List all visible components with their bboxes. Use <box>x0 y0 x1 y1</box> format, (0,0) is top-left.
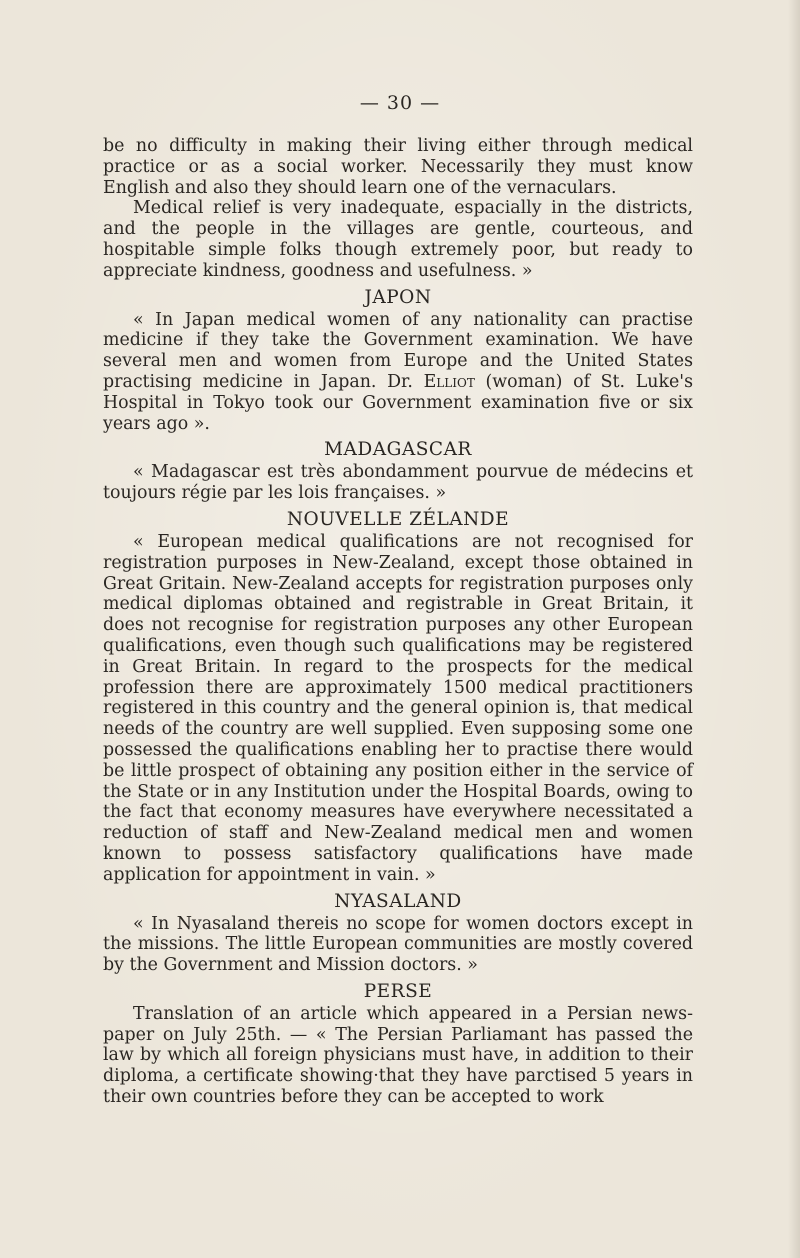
section-heading-japon: JAPON <box>364 286 432 308</box>
madagascar-paragraph: « Madagascar est très abondamment pourvue de médecins et toujours régie par les lois françaises. » <box>103 462 693 504</box>
section-heading-madagascar: MADAGASCAR <box>324 439 472 461</box>
japon-paragraph <box>103 310 693 435</box>
nyasaland-paragraph: « In Nyasaland thereis no scope for women doctors except in the missions. The little European communities are mostly covered by the Government and Mission doctors. » <box>103 913 693 976</box>
page-number: — 30 — <box>359 92 441 114</box>
perse-paragraph: Translation of an article which appeared in a Persian newspaper on July 25th. — « The Persian Parliamant has passed the law by which all foreign physicians must have, in addition to their diploma, a certificate showing·that they have parctised 5 years in their own countries before they can be accepted to work <box>103 1003 693 1108</box>
nouvelle-zelande-paragraph: « European medical qualifications are not recognised for registration purposes in New-Zealand, except those obtained in Great Gritain. New-Zealand accepts for registration purposes only medical diplomas obtained and registrable in Great Britain, it does not recognise for registration purposes any other European qualifications, even though such qualifications may be registered in Great Britain. In regard to the prospects for the medical profession there are approximately 1500 medical practitioners registered in this country and the general opinion is, that medical needs of the country are well supplied. Even supposing some one possessed the qualifications enabling her to practise there would be little prospect of obtaining any position either in the service of the State or in any Institution under the Hospital Boards, owing to the fact that economy measures have everywhere necessitated a reduction of staff and New-Zealand medical men and women known to possess satisfactory qualifications have made application for appointment in vain. » <box>103 531 693 885</box>
page-edge-shadow <box>788 0 800 1258</box>
japon-text-before: « In Japan medical women of any nationality can practise medicine if they take the Government examination. We have several men and women from Europe and the United States practising medicine in Japan. Dr. <box>103 309 693 392</box>
japon-text-after: (woman) of St. Luke's Hospital in Tokyo took our Government examination five or six years ago ». <box>103 371 693 434</box>
section-heading-perse: PERSE <box>363 980 433 1002</box>
section-heading-nouvelle-zelande: NOUVELLE ZÉLANDE <box>286 508 510 530</box>
intro-paragraph-continued: be no difficulty in making their living either through medical practice or as a social worker. Necessarily they must know English and also they should learn one of the vernaculars. <box>103 136 693 198</box>
intro-paragraph: Medical relief is very inadequate, espacially in the districts, and the people in the villages are gentle, courteous, and hospitable simple folks though extremely poor, but ready to appreciate kindness, goodness and usefulness. » <box>103 198 693 281</box>
page-body <box>103 136 693 1108</box>
section-heading-nyasaland: NYASALAND <box>334 890 462 912</box>
japon-doctor-name: Elliot <box>423 371 475 392</box>
